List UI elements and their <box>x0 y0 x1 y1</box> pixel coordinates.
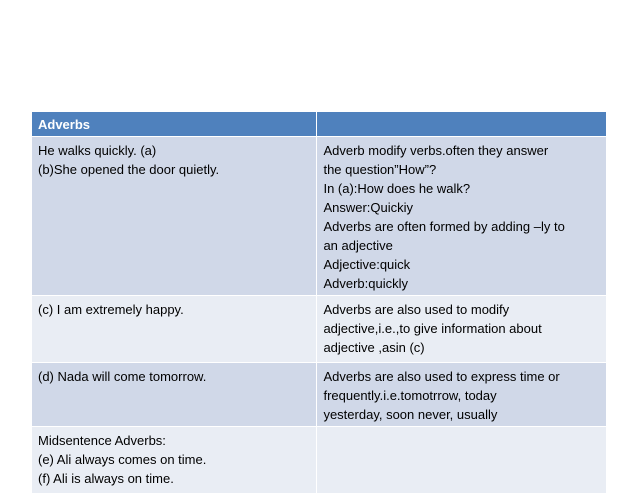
example-cell: He walks quickly. (a) (b)She opened the door quietly. <box>32 137 317 296</box>
table-header-row <box>32 112 607 137</box>
header-cell-adverbs: Adverbs <box>32 112 317 137</box>
table-row <box>32 363 607 427</box>
table-row <box>32 137 607 296</box>
explanation-cell <box>317 427 607 494</box>
example-cell: (d) Nada will come tomorrow. <box>32 363 317 427</box>
table-row <box>32 296 607 363</box>
adverbs-table <box>31 111 607 494</box>
header-cell-empty <box>317 112 607 137</box>
example-cell: Midsentence Adverbs: (e) Ali always comes on time. (f) Ali is always on time. <box>32 427 317 494</box>
explanation-cell: Adverbs are also used to express time or frequently.i.e.tomotrrow, today yesterday, soon never, usually <box>317 363 607 427</box>
explanation-cell: Adverbs are also used to modify adjective,i.e.,to give information about adjective ,asin (c) <box>317 296 607 363</box>
explanation-cell: Adverb modify verbs.often they answer the question”How”? In (a):How does he walk? Answer:Quickiy Adverbs are often formed by adding –ly to an adjective Adjective:quick Adverb:quickly <box>317 137 607 296</box>
table-row <box>32 427 607 494</box>
example-cell: (c) I am extremely happy. <box>32 296 317 363</box>
